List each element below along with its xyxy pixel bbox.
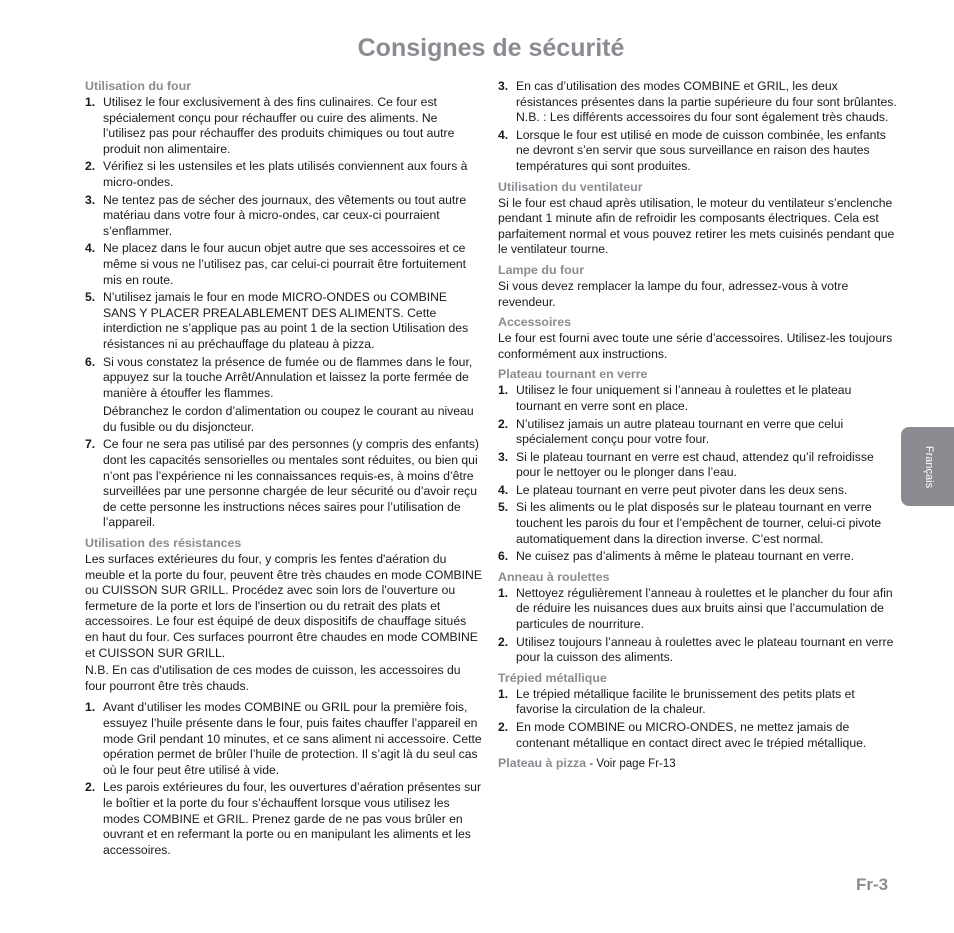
item-number: 2.: [85, 159, 96, 174]
item-number: 4.: [85, 241, 96, 256]
ventilateur-text: Si le four est chaud après utilisation, le moteur du ventilateur s’enclenche pendant 1 minute afin de refroidir les composants électriques. Cela est parfaitement normal et vous pouvez retirer les mets cuisinés pendant que le ventilateur tourne.: [498, 195, 895, 257]
resistances-paragraph: Les surfaces extérieures du four, y compris les fentes d'aération du meuble et la porte du four, peuvent être très chaudes en mode COMBINE ou CUISSON SUR GRILL. Procédez avec soin lors de l'ouverture ou fermeture de la porte et lors de l'insertion ou du retrait des plats et accessoires. Le four est équipé de deux dispositifs de chauffage situés en haut du four. Ces surfaces pourront être chaudes en mode COMBINE et CUISSON SUR GRILL.: [85, 552, 482, 660]
item-text: Ne placez dans le four aucun objet autre que ses accessoires et ce même si vous ne l’utilisez pas, car celui-ci pourrait être fortuitement mis en route.: [103, 241, 467, 287]
item-number: 2.: [498, 416, 509, 431]
item-text: Lorsque le four est utilisé en mode de cuisson combinée, les enfants ne devront s’en servir que sous surveillance en raison des hautes températures qui sont produites.: [516, 127, 886, 173]
section-heading-accessoires: Accessoires: [498, 315, 572, 330]
accessoires-text: Le four est fourni avec toute une série d’accessoires. Utilisez-les toujours conformément aux instructions.: [498, 331, 893, 361]
item-number: 3.: [498, 79, 509, 93]
utilisation-four-list: [85, 95, 483, 531]
item-extra-text: Débranchez le cordon d’alimentation ou coupez le courant au niveau du fusible ou du disjoncteur.: [103, 404, 474, 434]
list-item: [498, 417, 898, 448]
list-item: [498, 383, 898, 414]
item-number: 2.: [498, 634, 509, 649]
section-heading-ventilateur: Utilisation du ventilateur: [498, 179, 643, 194]
list-item: [498, 450, 898, 481]
resistances-list: [85, 700, 483, 858]
section-heading-utilisation-four: Utilisation du four: [85, 79, 191, 93]
item-note: N.B. : Les différents accessoires du four sont également très chauds.: [516, 110, 889, 125]
list-item: [85, 95, 483, 157]
page-number: Fr-3: [856, 875, 889, 894]
item-text: Les parois extérieures du four, les ouvertures d’aération présentes sur le boîtier et la porte du four s’échauffent lorsque vous utilisez les modes COMBINE et GRIL. Prenez garde de ne pas vous brûler en ouvrant et en refermant la porte ou en manipulant les aliments et les accessoires.: [103, 780, 482, 857]
item-number: 2.: [85, 780, 96, 795]
plateau-tournant-list: [498, 383, 898, 565]
list-item: [85, 159, 483, 190]
item-text: Le trépied métallique facilite le brunissement des petits plats et favorise la circulation de la chaleur.: [516, 686, 855, 717]
item-text: Si vous constatez la présence de fumée ou de flammes dans le four, appuyez sur la touche Arrêt/Annulation et laissez la porte fermée de manière à étouffer les flammes.: [103, 354, 473, 400]
item-number: 4.: [498, 482, 509, 497]
left-column: [85, 79, 483, 860]
item-text: N’utilisez jamais le four en mode MICRO-ONDES ou COMBINE SANS Y PLACER PREALABLEMENT DES ALIMENTS. Cette interdiction ne s’applique pas au point 1 de la section Utilisation des résistances ni au préchauffage du plateau à pizza.: [103, 290, 469, 351]
list-item: [85, 437, 483, 531]
item-number: 1.: [498, 383, 509, 398]
list-item: [498, 483, 898, 499]
resistances-list-continued: [498, 79, 898, 175]
resistances-note: N.B. En cas d'utilisation de ces modes de cuisson, les accessoires du four pourront être très chauds.: [85, 663, 461, 693]
list-item: [498, 128, 898, 175]
item-text: Vérifiez si les ustensiles et les plats utilisés conviennent aux fours à micro-ondes.: [103, 159, 468, 189]
section-heading-lampe: Lampe du four: [498, 262, 585, 277]
list-item: [498, 549, 898, 565]
language-tab: [901, 427, 954, 506]
lampe-text: Si vous devez remplacer la lampe du four, adressez-vous à votre revendeur.: [498, 278, 849, 309]
item-number: 6.: [85, 354, 96, 369]
section-heading-anneau: Anneau à roulettes: [498, 569, 610, 584]
right-column: [498, 79, 898, 773]
item-text: N’utilisez jamais un autre plateau tournant en verre que celui spécialement conçu pour votre four.: [516, 416, 844, 447]
item-text: Ce four ne sera pas utilisé par des personnes (y compris des enfants) dont les capacités sensorielles ou mentales sont réduites, ou bien qui n’ont pas l’expérience ni les connaissances requis-es, à moins d’être surveillées par une personne chargée de leur sécurité ou d’avoir reçu de cette personne les instructions néces saires pour l’utilisation de l’appareil.: [103, 437, 479, 530]
item-number: 7.: [85, 437, 96, 452]
item-text: En mode COMBINE ou MICRO-ONDES, ne mettez jamais de contenant métallique en contact direct avec le trépied métallique.: [516, 720, 867, 750]
list-item: [85, 290, 483, 352]
item-number: 6.: [498, 549, 509, 564]
item-number: 1.: [85, 700, 96, 715]
item-number: 5.: [498, 500, 509, 515]
item-text: Si les aliments ou le plat disposés sur le plateau tournant en verre touchent les parois du four et l’empêchent de tourner, celui-ci pivote automatiquement dans la direction inverse. C’est normal.: [516, 500, 882, 546]
pizza-page-reference: - Voir page Fr-13: [586, 758, 676, 771]
section-heading-plateau-tournant: Plateau tournant en verre: [498, 367, 648, 382]
item-number: 3.: [85, 192, 96, 207]
item-number: 1.: [498, 585, 509, 600]
list-item: [85, 700, 483, 778]
item-text: En cas d’utilisation des modes COMBINE et GRIL, les deux résistances présentes dans la partie supérieure du four sont brûlantes.: [516, 79, 897, 109]
item-number: 3.: [498, 449, 509, 464]
item-text: Nettoyez régulièrement l’anneau à roulettes et le plancher du four afin de réduire les nuisances dues aux bruits ainsi que l’accumulation de particules de nourriture.: [516, 585, 893, 632]
item-text: Le plateau tournant en verre peut pivoter dans les deux sens.: [516, 482, 848, 497]
list-item: [498, 720, 898, 751]
item-number: 4.: [498, 127, 509, 142]
list-item: [498, 586, 898, 633]
item-text: Ne cuisez pas d’aliments à même le plateau tournant en verre.: [516, 549, 855, 564]
item-text: Utilisez le four exclusivement à des fins culinaires. Ce four est spécialement conçu pour réchauffer ou cuire des aliments. Ne l’utilisez pas pour réchauffer des produits chimiques ou tout autre produit non alimentaire.: [103, 95, 455, 156]
item-number: 2.: [498, 720, 509, 734]
item-number: 1.: [498, 686, 509, 701]
trepied-list: [498, 687, 898, 751]
item-text: Avant d’utiliser les modes COMBINE ou GRIL pour la première fois, essuyez l’huile présente dans le four, puis faites chauffer l’appareil en mode Gril pendant 10 minutes, et ce sans aliment ni accessoire. Cette opération permet de brûler l’huile de protection. Il s’agit là du seul cas où le four peut être utilisé à vide.: [103, 700, 482, 777]
item-text: Utilisez le four uniquement si l’anneau à roulettes et le plateau tournant en verre sont en place.: [516, 383, 852, 413]
section-heading-plateau-pizza: [498, 756, 898, 772]
anneau-list: [498, 586, 898, 666]
item-number: 1.: [85, 95, 96, 109]
list-item: [85, 355, 483, 436]
item-number: 5.: [85, 290, 96, 305]
list-item: [85, 780, 483, 858]
item-text: Si le plateau tournant en verre est chaud, attendez qu’il refroidisse pour le nettoyer ou le plonger dans l’eau.: [516, 449, 874, 480]
language-tab-label: Français: [922, 445, 935, 488]
pizza-heading-text: Plateau à pizza: [498, 756, 587, 771]
list-item: [498, 635, 898, 666]
section-heading-utilisation-resistances: Utilisation des résistances: [85, 536, 242, 551]
list-item: [498, 500, 898, 547]
list-item: [498, 79, 898, 126]
list-item: [85, 193, 483, 240]
list-item: [498, 687, 898, 718]
list-item: [85, 241, 483, 288]
item-text: Utilisez toujours l’anneau à roulettes avec le plateau tournant en verre pour la cuisson des aliments.: [516, 634, 894, 665]
section-heading-trepied: Trépied métallique: [498, 670, 607, 685]
page-title: Consignes de sécurité: [357, 34, 625, 62]
item-text: Ne tentez pas de sécher des journaux, des vêtements ou tout autre matériau dans votre four à micro-ondes, car ceux-ci pourraient s’enflammer.: [103, 192, 467, 238]
